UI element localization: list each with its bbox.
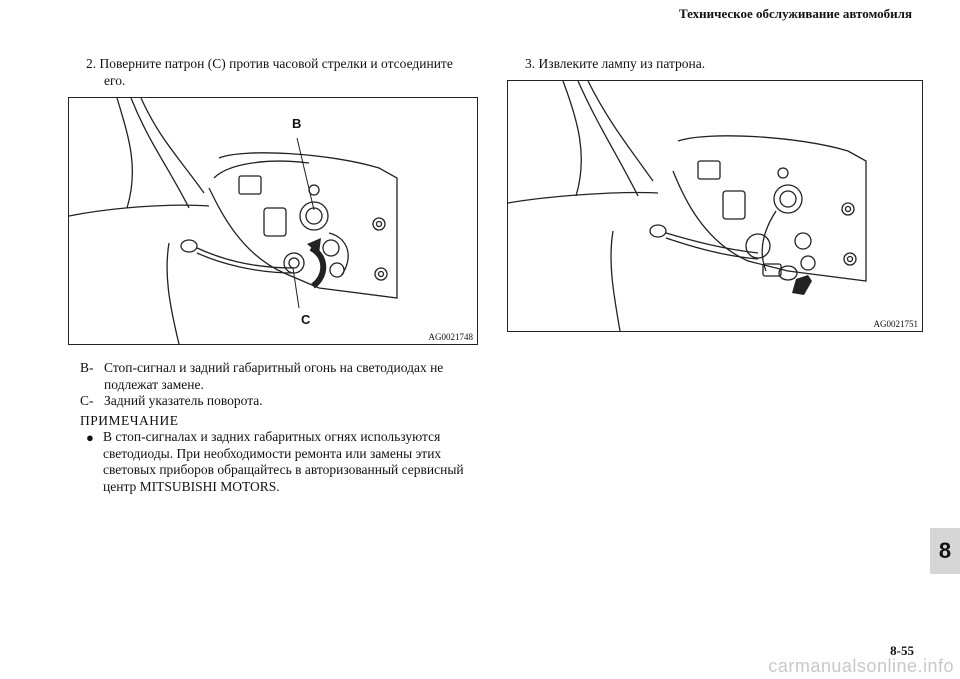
step-2-line-1: 2. Поверните патрон (C) против часовой стрелки и отсоедините bbox=[86, 56, 453, 71]
note-line-2: светодиоды. При необходимости ремонта или замены этих bbox=[103, 445, 442, 461]
socket-removal-illustration bbox=[69, 98, 477, 344]
figure-bulb-removal bbox=[507, 80, 923, 332]
chapter-tab: 8 bbox=[930, 528, 960, 574]
note-bullet: ● bbox=[86, 430, 94, 445]
step-2-line-2: его. bbox=[104, 73, 126, 88]
legend-row-b bbox=[80, 359, 500, 393]
bulb-removal-illustration bbox=[508, 81, 922, 331]
legend-text-c: Задний указатель поворота. bbox=[104, 393, 263, 408]
figure-id-1: AG0021748 bbox=[428, 332, 473, 342]
callout-c: C bbox=[301, 312, 311, 327]
note-line-1: В стоп-сигналах и задних габаритных огнях используются bbox=[103, 429, 441, 444]
callout-b: B bbox=[292, 116, 302, 131]
legend-key-b: B- bbox=[80, 360, 94, 375]
note-line-3: световых приборов обращайтесь в авторизованный сервисный bbox=[103, 462, 464, 477]
page-number: 8-55 bbox=[890, 643, 914, 658]
figure-id-2: AG0021751 bbox=[873, 319, 918, 329]
note-line-4: центр MITSUBISHI MOTORS. bbox=[103, 478, 280, 494]
running-header: Техническое обслуживание автомобиля bbox=[678, 6, 912, 21]
note-body bbox=[103, 429, 493, 495]
legend-text-b-line-2: подлежат замене. bbox=[104, 377, 204, 392]
legend-row-c bbox=[80, 392, 500, 409]
legend-text-b-line-1: Стоп-сигнал и задний габаритный огонь на светодиодах не bbox=[104, 360, 444, 375]
watermark: carmanualsonline.info bbox=[768, 656, 954, 676]
step-3-text: 3. Извлеките лампу из патрона. bbox=[525, 56, 706, 71]
note-title: ПРИМЕЧАНИЕ bbox=[80, 413, 179, 428]
figure-socket-removal bbox=[68, 97, 478, 345]
legend-key-c: C- bbox=[80, 393, 94, 408]
